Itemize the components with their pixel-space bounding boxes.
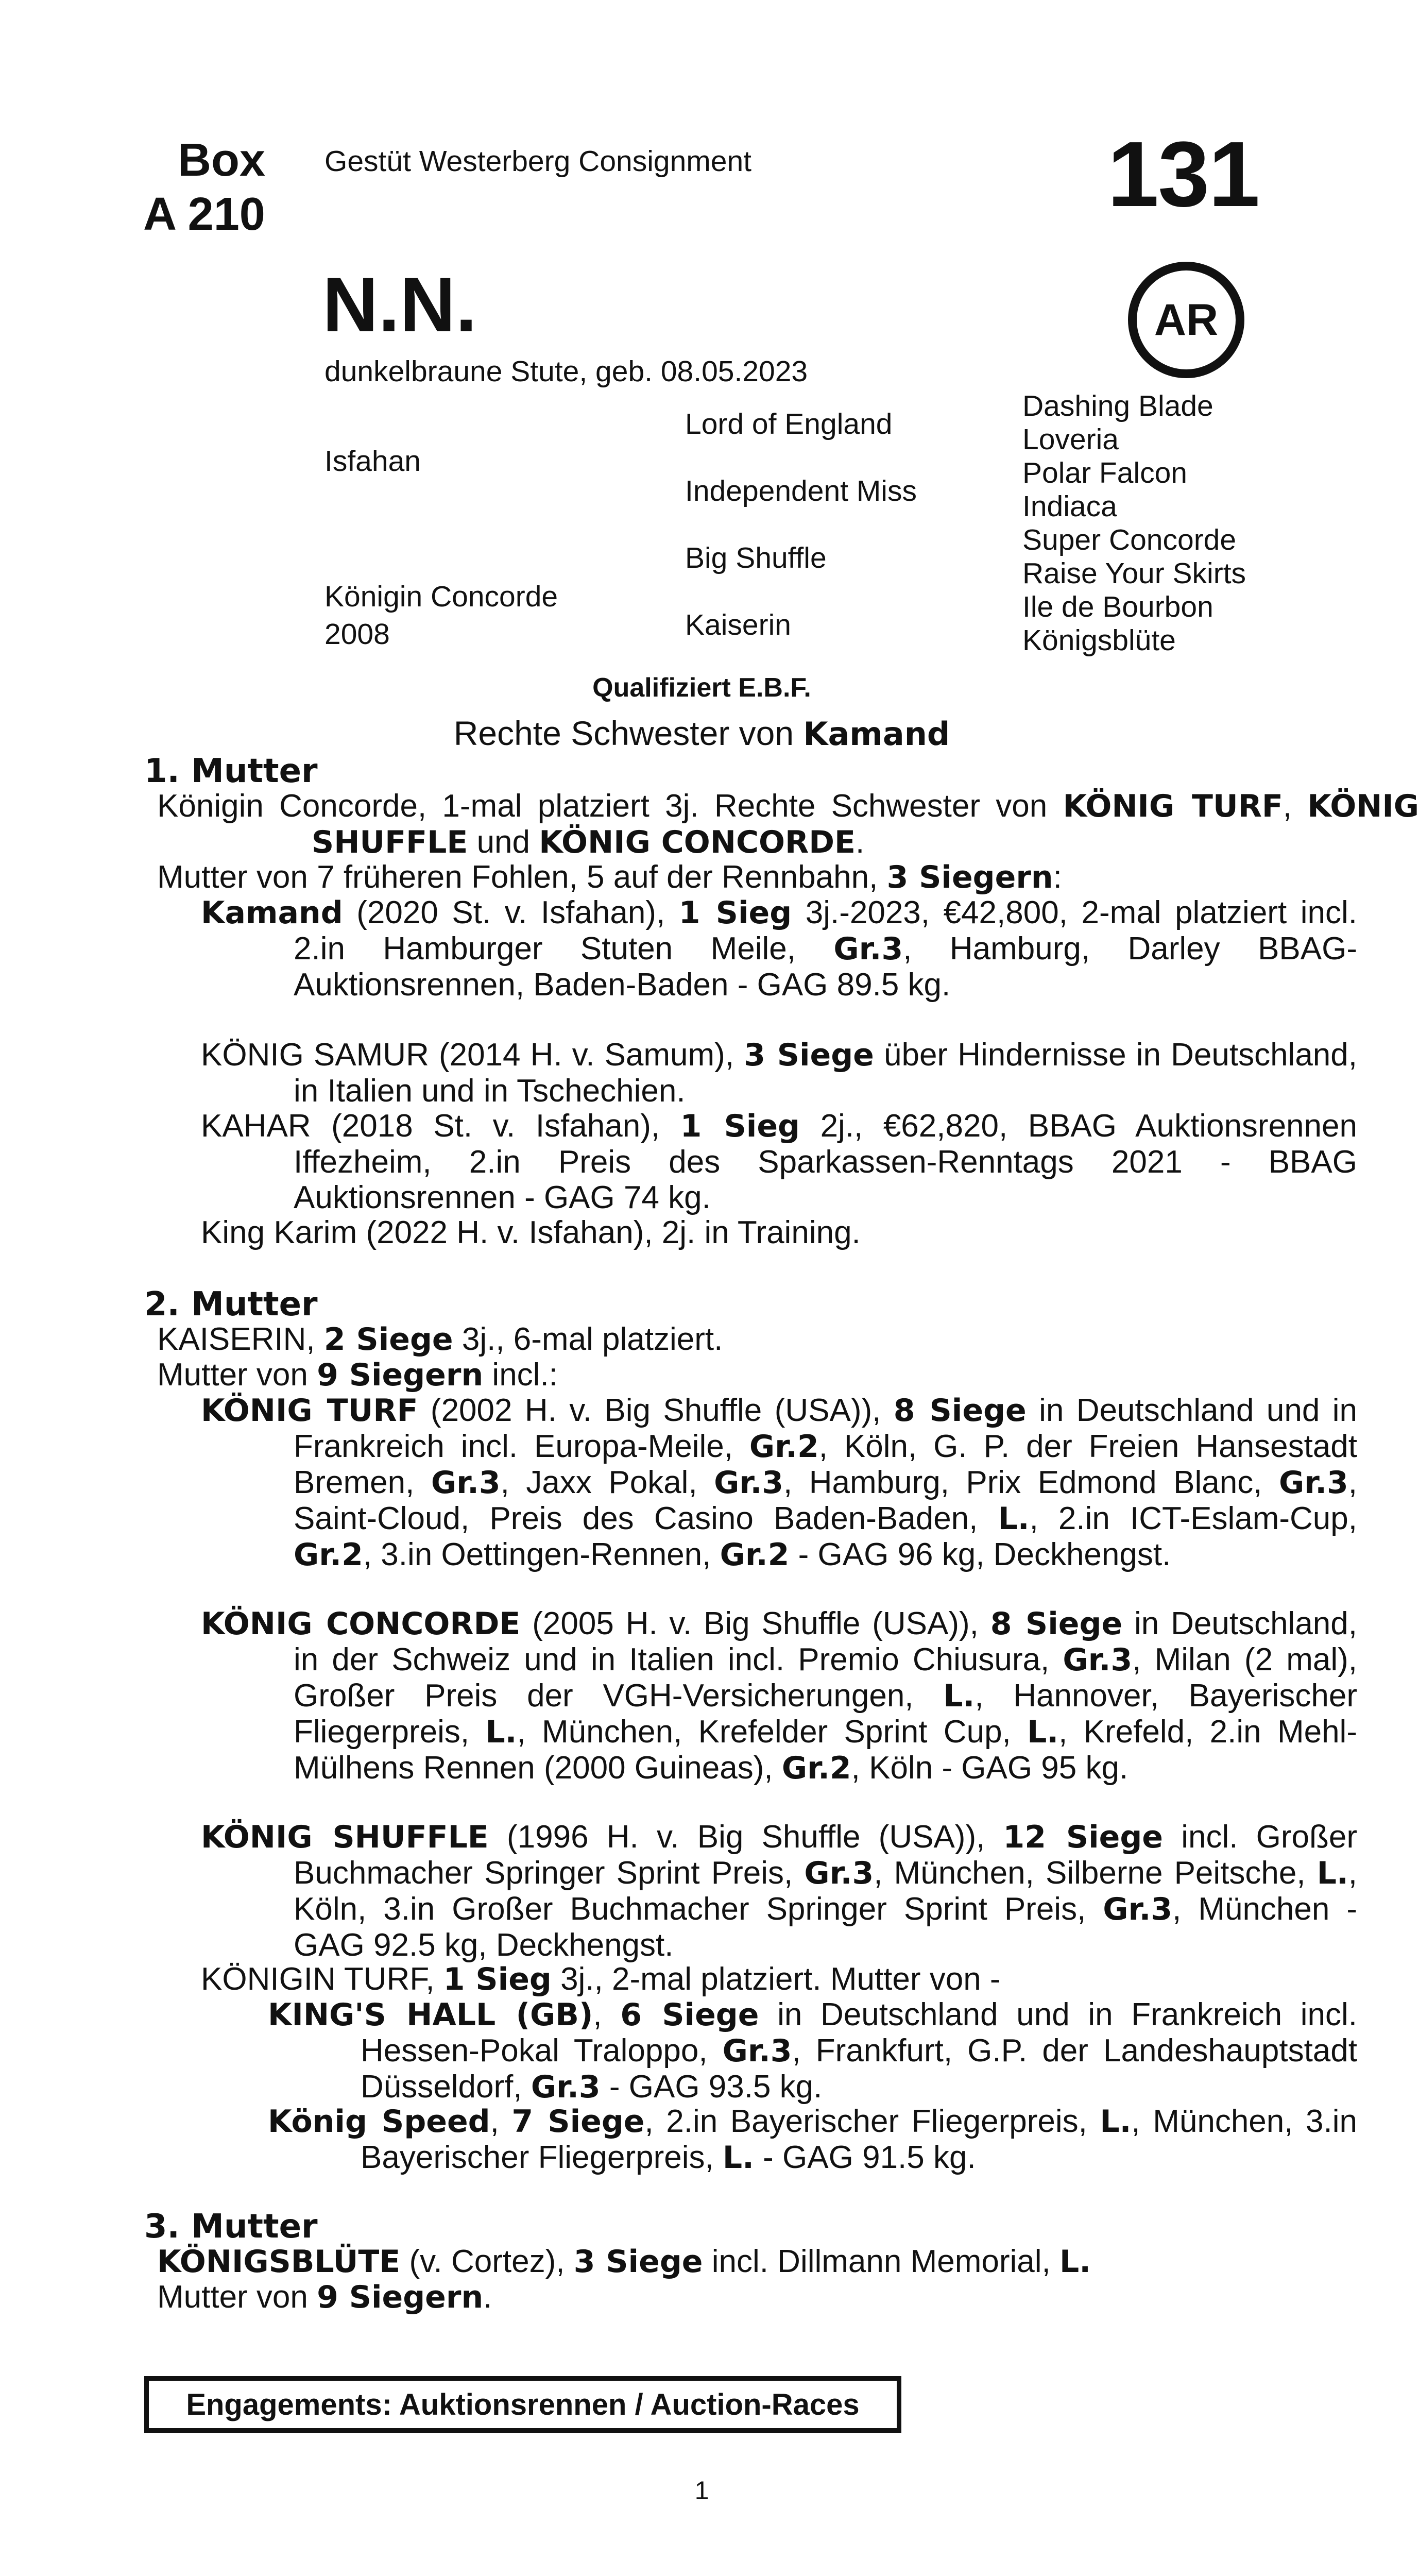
dam1-sibling-koenig-samur: KÖNIG SAMUR (2014 H. v. Samum), 3 Siege über Hindernisse in Deutschland, in Italien und in Tschechien. [201, 1037, 1357, 1109]
sister-line [0, 714, 1404, 753]
sister-prefix: Rechte Schwester von [453, 714, 803, 752]
pedigree-dam-dam: Kaiserin [685, 608, 791, 641]
ar-badge: AR [1128, 262, 1244, 378]
pedigree-gen3: Polar Falcon [1022, 456, 1187, 489]
box-label: Box [178, 134, 266, 186]
dam1-sibling-kamand: Kamand (2020 St. v. Isfahan), 1 Sieg 3j.-2023, €42,800, 2-mal platziert incl. 2.in Hamburger Stuten Meile, Gr.3, Hamburg, Darley BBAG-Auktionsrennen, Baden-Baden - GAG 89.5 kg. [201, 895, 1357, 1003]
pedigree-gen3: Raise Your Skirts [1022, 557, 1246, 590]
pedigree-sire-sire: Lord of England [685, 408, 893, 440]
dam1-p1: Königin Concorde, 1-mal platziert 3j. Rechte Schwester von KÖNIG TURF, KÖNIG SHUFFLE und KÖNIG CONCORDE. [157, 788, 1419, 860]
pedigree-sire: Isfahan [324, 445, 421, 478]
dam1-p2: Mutter von 7 früheren Fohlen, 5 auf der Rennbahn, 3 Siegern: [157, 859, 1062, 895]
dam2-p2: Mutter von 9 Siegern incl.: [157, 1357, 558, 1393]
horse-name: N.N. [322, 261, 477, 348]
dam1-sibling-king-karim: King Karim (2022 H. v. Isfahan), 2j. in Training. [201, 1215, 861, 1250]
pedigree-dam-year: 2008 [324, 618, 390, 651]
dam2-grandchild-koenig-speed: König Speed, 7 Siege, 2.in Bayerischer Fliegerpreis, L., München, 3.in Bayerischer Fliegerpreis, L. - GAG 91.5 kg. [268, 2104, 1358, 2176]
dam3-p2: Mutter von 9 Siegern. [157, 2279, 492, 2315]
dam2-sibling-koenig-concorde: KÖNIG CONCORDE (2005 H. v. Big Shuffle (USA)), 8 Siege in Deutschland, in der Schweiz und in Italien incl. Premio Chiusura, Gr.3, Milan (2 mal), Großer Preis der VGH-Versicherungen, L., Hannover, Bayerischer Fliegerpreis, L., München, Krefelder Sprint Cup, L., Krefeld, 2.in Mehl-Mülhens Rennen (2000 Guineas), Gr.2, Köln - GAG 95 kg. [201, 1606, 1358, 1786]
pedigree-dam-sire: Big Shuffle [685, 541, 827, 574]
dam2-heading: 2. Mutter [144, 1285, 318, 1324]
pedigree-gen3: Indiaca [1022, 490, 1117, 523]
sister-name: Kamand [803, 715, 950, 753]
pedigree-sire-dam: Independent Miss [685, 474, 917, 507]
dam2-sibling-koenigin-turf: KÖNIGIN TURF, 1 Sieg 3j., 2-mal platziert. Mutter von - [201, 1961, 1001, 1997]
consignor: Gestüt Westerberg Consignment [324, 145, 752, 178]
dam1-sibling-kahar: KAHAR (2018 St. v. Isfahan), 1 Sieg 2j., €62,820, BBAG Auktionsrennen Iffezheim, 2.in Preis des Sparkassen-Renntags 2021 - BBAG Auktionsrennen - GAG 74 kg. [201, 1108, 1357, 1215]
qualification: Qualifiziert E.B.F. [592, 673, 811, 703]
dam3-heading: 3. Mutter [144, 2208, 318, 2246]
dam2-sibling-koenig-turf: KÖNIG TURF (2002 H. v. Big Shuffle (USA)), 8 Siege in Deutschland und in Frankreich incl. Europa-Meile, Gr.2, Köln, G. P. der Freien Hansestadt Bremen, Gr.3, Jaxx Pokal, Gr.3, Hamburg, Prix Edmond Blanc, Gr.3, Saint-Cloud, Preis des Casino Baden-Baden, L., 2.in ICT-Eslam-Cup, Gr.2, 3.in Oettingen-Rennen, Gr.2 - GAG 96 kg, Deckhengst. [201, 1393, 1358, 1573]
pedigree-dam: Königin Concorde [324, 580, 558, 613]
dam1-heading: 1. Mutter [144, 752, 318, 790]
engagements-box: Engagements: Auktionsrennen / Auction-Races [144, 2376, 901, 2433]
horse-description: dunkelbraune Stute, geb. 08.05.2023 [324, 355, 808, 388]
pedigree-gen3: Loveria [1022, 423, 1119, 456]
dam2-sibling-koenig-shuffle: KÖNIG SHUFFLE (1996 H. v. Big Shuffle (USA)), 12 Siege incl. Großer Buchmacher Springer Sprint Preis, Gr.3, München, Silberne Peitsche, L., Köln, 3.in Großer Buchmacher Springer Sprint Preis, Gr.3, München - GAG 92.5 kg, Deckhengst. [201, 1819, 1358, 1963]
pedigree-gen3: Königsblüte [1022, 624, 1176, 657]
lot-number: 131 [1107, 123, 1259, 226]
page-number: 1 [694, 2476, 709, 2505]
pedigree-gen3: Dashing Blade [1022, 389, 1213, 422]
dam2-grandchild-kings-hall: KING'S HALL (GB), 6 Siege in Deutschland und in Frankreich incl. Hessen-Pokal Traloppo, Gr.3, Frankfurt, G.P. der Landeshauptstadt Düsseldorf, Gr.3 - GAG 93.5 kg. [268, 1997, 1358, 2105]
pedigree-gen3: Ile de Bourbon [1022, 590, 1213, 623]
box-number: A 210 [143, 189, 265, 240]
dam3-p1: KÖNIGSBLÜTE (v. Cortez), 3 Siege incl. Dillmann Memorial, L. [157, 2244, 1091, 2280]
pedigree-gen3: Super Concorde [1022, 523, 1237, 556]
dam2-p1: KAISERIN, 2 Siege 3j., 6-mal platziert. [157, 1321, 723, 1358]
